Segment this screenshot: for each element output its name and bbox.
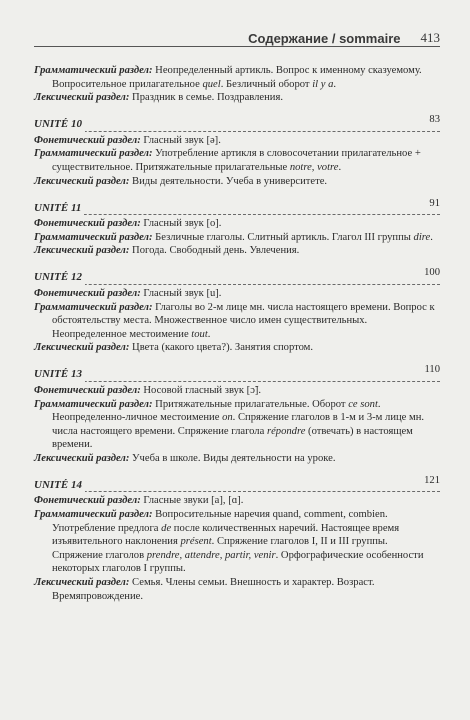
grammar-label: Грамматический раздел: (34, 231, 153, 243)
phonetic-entry: Фонетический раздел: Гласный звук [o]. (34, 218, 222, 230)
unit-heading (34, 116, 440, 132)
phonetic-label: Фонетический раздел: (34, 287, 141, 299)
unit-heading (34, 366, 440, 382)
phonetic-label: Фонетический раздел: (34, 134, 141, 146)
grammar-entry: Грамматический раздел: Безличные глаголы. Слитный артикль. Глагол III группы dire. (34, 231, 433, 243)
grammar-label: Грамматический раздел: (34, 398, 153, 410)
unit-page-number: 110 (422, 363, 441, 377)
unit-heading (34, 269, 440, 285)
phonetic-entry: Фонетический раздел: Гласный звук [ə]. (34, 134, 221, 146)
phonetic-label: Фонетический раздел: (34, 218, 141, 230)
grammar-label: Грамматический раздел: (34, 509, 153, 521)
header-title: Содержание / sommaire (248, 31, 401, 46)
toc-unit-11 (34, 199, 440, 258)
phonetic-label: Фонетический раздел: (34, 495, 141, 507)
unit-heading (34, 199, 440, 215)
toc-unit-13 (34, 366, 440, 466)
phonetic-label: Фонетический раздел: (34, 384, 141, 396)
grammar-entry: Грамматический раздел: Неопределенный артикль. Вопрос к именному сказуемому. Вопросительное прилагательное quel. Безличный оборот il y a. (34, 65, 422, 90)
unit-page-number: 83 (426, 113, 440, 127)
table-of-contents (34, 64, 440, 603)
phonetic-entry: Фонетический раздел: Гласный звук [u]. (34, 287, 222, 299)
lexical-label: Лексический раздел: (34, 577, 130, 589)
grammar-label: Грамматический раздел: (34, 148, 153, 160)
toc-unit-14 (34, 476, 440, 603)
unit-page-number: 91 (426, 197, 440, 211)
lexical-entry: Лексический раздел: Виды деятельности. Учеба в университете. (34, 175, 328, 187)
toc-unit-10 (34, 116, 440, 188)
lexical-entry: Лексический раздел: Учеба в школе. Виды деятельности на уроке. (34, 452, 336, 464)
unit-title: UNITÉ 14 (34, 479, 85, 493)
grammar-entry: Грамматический раздел: Вопросительные наречия quand, comment, combien. Употребление предлога de после количественных наречий. Настоящее время изъявительного наклонения présent. Спряжение глаголов I, II и III группы. Спряжение глаголов prendre, attendre, partir, venir. Орфографические особенности некоторых глаголов I группы. (34, 509, 424, 575)
phonetic-entry: Фонетический раздел: Носовой гласный звук [ɔ̃]. (34, 384, 262, 396)
lexical-entry: Лексический раздел: Семья. Члены семьи. Внешность и характер. Возраст. Времяпровождение. (34, 577, 375, 602)
lexical-label: Лексический раздел: (34, 245, 130, 257)
lexical-label: Лексический раздел: (34, 452, 130, 464)
unit-title: UNITÉ 12 (34, 271, 85, 285)
grammar-label: Грамматический раздел: (34, 65, 153, 76)
grammar-entry: Грамматический раздел: Притяжательные прилагательные. Оборот ce sont. Неопределенно-личное местоимение on. Спряжение глаголов в 1-м и 3-м лице мн. числа настоящего времени. Спряжение глагола répondre (отвечать) в настоящем времени. (34, 398, 425, 451)
unit-title: UNITÉ 11 (34, 202, 84, 216)
header-page-number: 413 (420, 30, 440, 45)
lexical-label: Лексический раздел: (34, 92, 130, 104)
lexical-label: Лексический раздел: (34, 342, 130, 354)
lexical-entry: Лексический раздел: Праздник в семье. Поздравления. (34, 92, 283, 104)
unit-title: UNITÉ 13 (34, 368, 85, 382)
lexical-entry: Лексический раздел: Погода. Свободный день. Увлечения. (34, 245, 300, 257)
unit-page-number: 100 (421, 266, 440, 280)
lexical-label: Лексический раздел: (34, 175, 130, 187)
grammar-label: Грамматический раздел: (34, 301, 153, 313)
unit-title: UNITÉ 10 (34, 118, 85, 132)
unit-page-number: 121 (421, 474, 440, 488)
grammar-entry: Грамматический раздел: Употребление артикля в словосочетании прилагательное + существительное. Притяжательные прилагательные notre, votre. (34, 148, 421, 173)
running-header (34, 24, 440, 47)
phonetic-entry: Фонетический раздел: Гласные звуки [a], [ɑ]. (34, 495, 244, 507)
toc-unit-12 (34, 269, 440, 355)
lexical-entry: Лексический раздел: Цвета (какого цвета?). Занятия спортом. (34, 342, 314, 354)
unit-heading (34, 476, 440, 492)
grammar-entry: Грамматический раздел: Глаголы во 2-м лице мн. числа настоящего времени. Вопрос к обстоятельству места. Множественное число имен существительных. Неопределенное местоимение tout. (34, 301, 435, 340)
toc-intro (34, 64, 440, 105)
